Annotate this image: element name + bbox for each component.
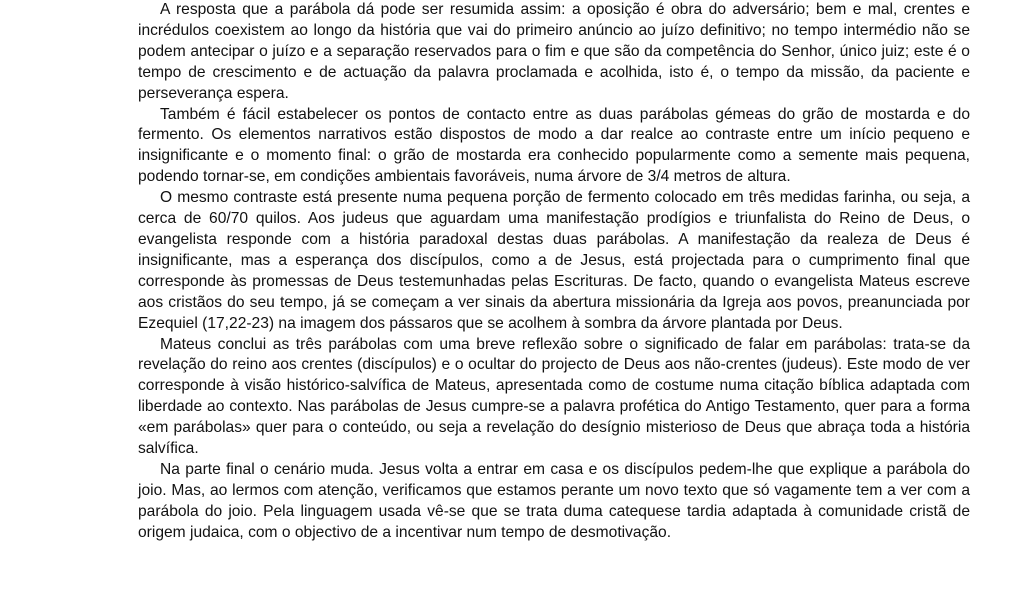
paragraph-4: Mateus conclui as três parábolas com uma breve reflexão sobre o significado de falar em parábolas: trata-se da revelação do reino aos crentes (discípulos) e o ocultar do projecto de Deus aos não-crentes (judeus). Este modo de ver corresponde à visão histórico-salvífica de Mateus, apresentada como de costume numa citação bíblica adaptada com liberdade ao contexto. Nas parábolas de Jesus cumpre-se a palavra profética do Antigo Testamento, quer para a forma «em parábolas» quer para o conteúdo, ou seja a revelação do desígnio misterioso de Deus que abraça toda a história salvífica. — [138, 335, 970, 458]
paragraph-1: A resposta que a parábola dá pode ser resumida assim: a oposição é obra do adversário; bem e mal, crentes e incrédulos coexistem ao longo da história que vai do primeiro anúncio ao juízo definitivo; no tempo intermédio não se podem antecipar o juízo e a separação reservados para o fim e que são da competência do Senhor, único juiz; este é o tempo de crescimento e de actuação da palavra proclamada e acolhida, isto é, o tempo da missão, da paciente e perseverança espera. — [138, 1, 970, 102]
paragraph-3: O mesmo contraste está presente numa pequena porção de fermento colocado em três medidas farinha, ou seja, a cerca de 60/70 quilos. Aos judeus que aguardam uma manifestação prodígios e triunfalista do Reino de Deus, o evangelista responde com a história paradoxal destas duas parábolas. A manifestação da realeza de Deus é insignificante, mas a esperança dos discípulos, como a de Jesus, está projectada para o cumprimento final que corresponde às promessas de Deus testemunhadas pelas Escrituras. De facto, quando o evangelista Mateus escreve aos cristãos do seu tempo, já se começam a ver sinais da abertura missionária da Igreja aos povos, preanunciada por Ezequiel (17,22-23) na imagem dos pássaros que se acolhem à sombra da árvore plantada por Deus. — [138, 189, 970, 332]
document-page — [138, 0, 970, 544]
paragraph-2: Também é fácil estabelecer os pontos de contacto entre as duas parábolas gémeas do grão de mostarda e do fermento. Os elementos narrativos estão dispostos de modo a dar realce ao contraste entre um início pequeno e insignificante e o momento final: o grão de mostarda era conhecido popularmente como a semente mais pequena, podendo tornar-se, em condições ambientais favoráveis, numa árvore de 3/4 metros de altura. — [138, 105, 970, 186]
paragraph-5: Na parte final o cenário muda. Jesus volta a entrar em casa e os discípulos pedem-lhe que explique a parábola do joio. Mas, ao lermos com atenção, verificamos que estamos perante um novo texto que só vagamente tem a ver com a parábola do joio. Pela linguagem usada vê-se que se trata duma catequese tardia adaptada à comunidade cristã de origem judaica, com o objectivo de a incentivar num tempo de desmotivação. — [138, 460, 970, 541]
